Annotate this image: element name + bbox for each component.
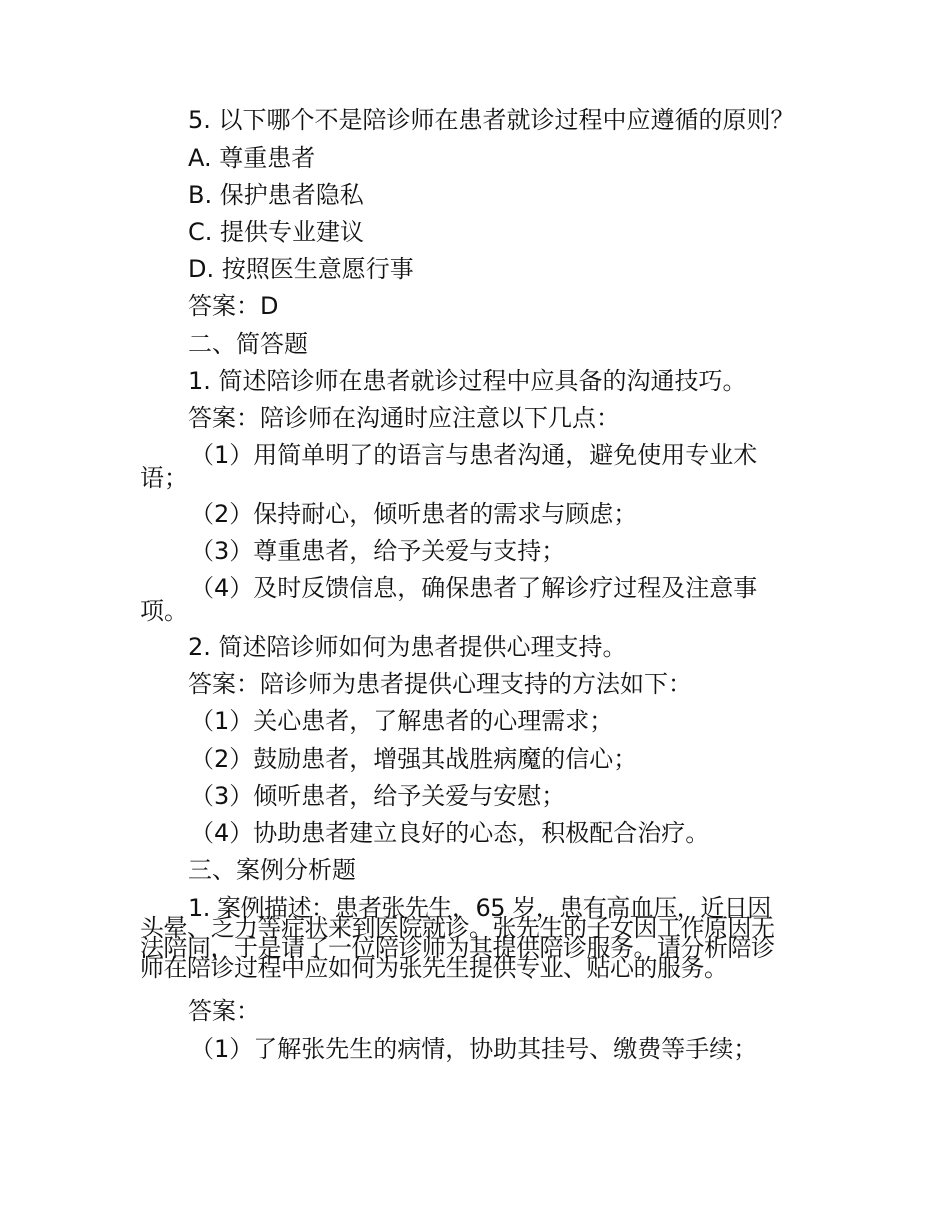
option-c: C. 提供专业建议 [188,218,365,246]
list-item: （4）协助患者建立良好的心态，积极配合治疗。 [190,819,710,847]
short-answer-question-2: 2. 简述陪诊师如何为患者提供心理支持。 [188,633,627,661]
option-a: A. 尊重患者 [188,144,316,172]
answer-q5: 答案：D [188,292,279,320]
option-d: D. 按照医生意愿行事 [188,255,414,283]
list-item: （1）用简单明了的语言与患者沟通，避免使用专业术 [190,441,758,469]
list-item-continuation: 语； [140,464,188,492]
short-answer-1-intro: 答案：陪诊师在沟通时应注意以下几点： [188,404,620,432]
list-item: （4）及时反馈信息，确保患者了解诊疗过程及注意事 [190,574,758,602]
short-answer-question-1: 1. 简述陪诊师在患者就诊过程中应具备的沟通技巧。 [188,367,747,395]
case-description-line-3: 法陪同，于是请了一位陪诊师为其提供陪诊服务。请分析陪诊 [140,934,775,962]
list-item: （1）关心患者，了解患者的心理需求； [190,707,614,735]
case-description-line-2: 头晕、乏力等症状来到医院就诊。张先生的子女因工作原因无 [140,914,775,942]
list-item: （2）保持耐心，倾听患者的需求与顾虑； [190,500,638,528]
list-item: （3）尊重患者，给予关爱与支持； [190,537,566,565]
question-5: 5. 以下哪个不是陪诊师在患者就诊过程中应遵循的原则？ [188,106,795,134]
case-description-line-4: 师在陪诊过程中应如何为张先生提供专业、贴心的服务。 [140,954,728,982]
case-answer-label: 答案： [188,997,260,1025]
list-item: （1）了解张先生的病情，协助其挂号、缴费等手续； [190,1035,758,1063]
section-heading-case-analysis: 三、案例分析题 [188,856,356,884]
list-item-continuation: 项。 [140,597,188,625]
list-item: （2）鼓励患者，增强其战胜病魔的信心； [190,745,638,773]
short-answer-2-intro: 答案：陪诊师为患者提供心理支持的方法如下： [188,670,692,698]
list-item: （3）倾听患者，给予关爱与安慰； [190,782,566,810]
section-heading-short-answer: 二、简答题 [188,330,308,358]
case-description-line-1: 1. 案例描述：患者张先生，65 岁，患有高血压，近日因 [188,894,771,922]
option-b: B. 保护患者隐私 [188,181,364,209]
